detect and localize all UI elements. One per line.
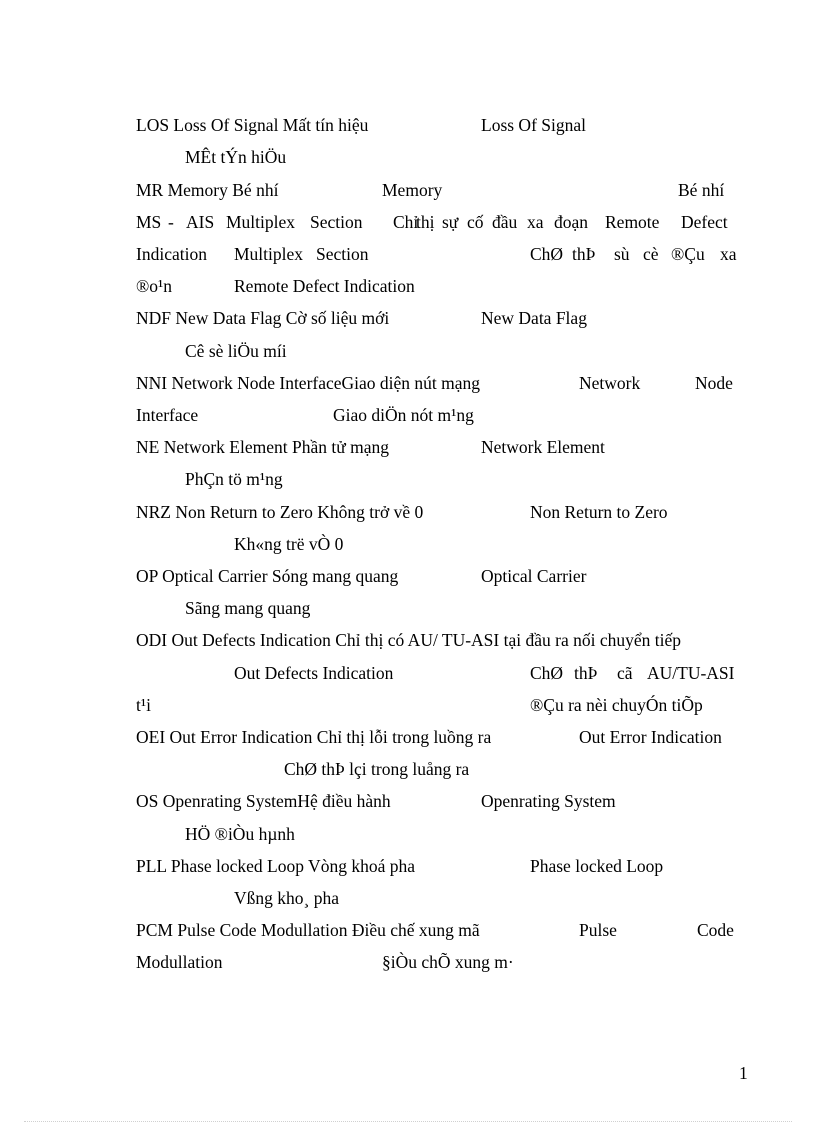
glossary-word: Chỉ	[393, 212, 419, 232]
glossary-term: NE Network Element Phần tử mạng	[136, 437, 389, 457]
glossary-vietnamese: t¹i	[136, 695, 151, 715]
glossary-vietnamese: Sãng mang quang	[185, 598, 311, 618]
glossary-word: Remote	[605, 212, 660, 232]
glossary-term: NRZ Non Return to Zero Không trở về 0	[136, 502, 424, 522]
glossary-english: Out Error Indication	[579, 727, 722, 747]
glossary-vietnamese: ®Çu ra nèi chuyÓn tiÕp	[530, 695, 703, 715]
glossary-word: AIS	[186, 212, 215, 232]
glossary-word: đầu	[492, 212, 518, 232]
glossary-word: ChØ	[530, 244, 564, 264]
glossary-term: PCM Pulse Code Modullation Điều chế xung mã	[136, 920, 480, 940]
glossary-word: Indication	[136, 244, 207, 264]
glossary-term: ODI Out Defects Indication Chỉ thị có AU/ TU-ASI tại đầu ra nối chuyển tiếp	[136, 630, 681, 650]
glossary-term: NNI Network Node InterfaceGiao diện nút mạng	[136, 373, 481, 393]
glossary-word: xa	[527, 212, 544, 232]
glossary-word: cã	[617, 663, 633, 683]
glossary-english: Openrating System	[481, 791, 616, 811]
page-number: 1	[739, 1063, 748, 1083]
glossary-word: MS	[136, 212, 162, 232]
glossary-english: Loss Of Signal	[481, 115, 586, 135]
glossary-term: PLL Phase locked Loop Vòng khoá pha	[136, 856, 415, 876]
glossary-english: New Data Flag	[481, 308, 587, 328]
glossary-english: Network	[579, 373, 641, 393]
glossary-word: Multiplex	[226, 212, 296, 232]
glossary-vietnamese: Cê sè liÖu míi	[185, 341, 287, 361]
glossary-english: Network Element	[481, 437, 605, 457]
glossary-term: OP Optical Carrier Sóng mang quang	[136, 566, 399, 586]
glossary-word: -	[168, 212, 174, 232]
glossary-vietnamese: MÊt tÝn hiÖu	[185, 147, 287, 167]
glossary-vietnamese: Vßng kho¸ pha	[234, 888, 339, 908]
glossary-term: NDF New Data Flag Cờ số liệu mới	[136, 308, 390, 328]
glossary-english: Code	[697, 920, 734, 940]
glossary-vietnamese: Bé nhí	[678, 180, 725, 200]
glossary-vietnamese: §iÒu chÕ xung m·	[382, 952, 514, 972]
glossary-vietnamese: HÖ ®iÒu hµnh	[185, 824, 295, 844]
glossary-english: Remote Defect Indication	[234, 276, 415, 296]
glossary-word: thÞ	[572, 244, 596, 264]
glossary-word: đoạn	[554, 212, 589, 232]
glossary-english: Phase locked Loop	[530, 856, 664, 876]
glossary-english: Node	[695, 373, 733, 393]
glossary-word: sù	[614, 244, 630, 264]
page-divider	[24, 1121, 792, 1122]
glossary-english: Non Return to Zero	[530, 502, 668, 522]
glossary-word: ®Çu	[671, 244, 705, 264]
glossary-english: Interface	[136, 405, 199, 425]
glossary-word: Section	[316, 244, 369, 264]
glossary-term: LOS Loss Of Signal Mất tín hiệu	[136, 115, 369, 135]
glossary-word: xa	[720, 244, 737, 264]
glossary-word: thị	[416, 212, 435, 232]
glossary-vietnamese: ®o¹n	[136, 276, 173, 296]
glossary-word: AU/TU-ASI	[647, 663, 735, 683]
glossary-word: ChØ	[530, 663, 564, 683]
glossary-word: cố	[467, 212, 484, 232]
glossary-term: OS Openrating SystemHệ điều hành	[136, 791, 391, 811]
glossary-vietnamese: Giao diÖn nót m¹ng	[333, 405, 474, 425]
glossary-vietnamese: PhÇn tö m¹ng	[185, 469, 283, 489]
glossary-english: Optical Carrier	[481, 566, 587, 586]
glossary-english: Modullation	[136, 952, 223, 972]
glossary-vietnamese: ChØ thÞ lçi trong luång ra	[284, 759, 470, 779]
glossary-word: Section	[310, 212, 363, 232]
glossary-english: Pulse	[579, 920, 617, 940]
glossary-vietnamese: Kh«ng trë vÒ 0	[234, 534, 344, 554]
glossary-term: OEI Out Error Indication Chỉ thị lỗi trong luồng ra	[136, 727, 492, 747]
glossary-word: Multiplex	[234, 244, 304, 264]
glossary-term: MR Memory Bé nhí	[136, 180, 279, 200]
glossary-english: Memory	[382, 180, 443, 200]
glossary-word: cè	[643, 244, 659, 264]
glossary-word: Defect	[681, 212, 728, 232]
glossary-english: Out Defects Indication	[234, 663, 394, 683]
glossary-word: thÞ	[574, 663, 598, 683]
glossary-word: sự	[442, 212, 459, 232]
